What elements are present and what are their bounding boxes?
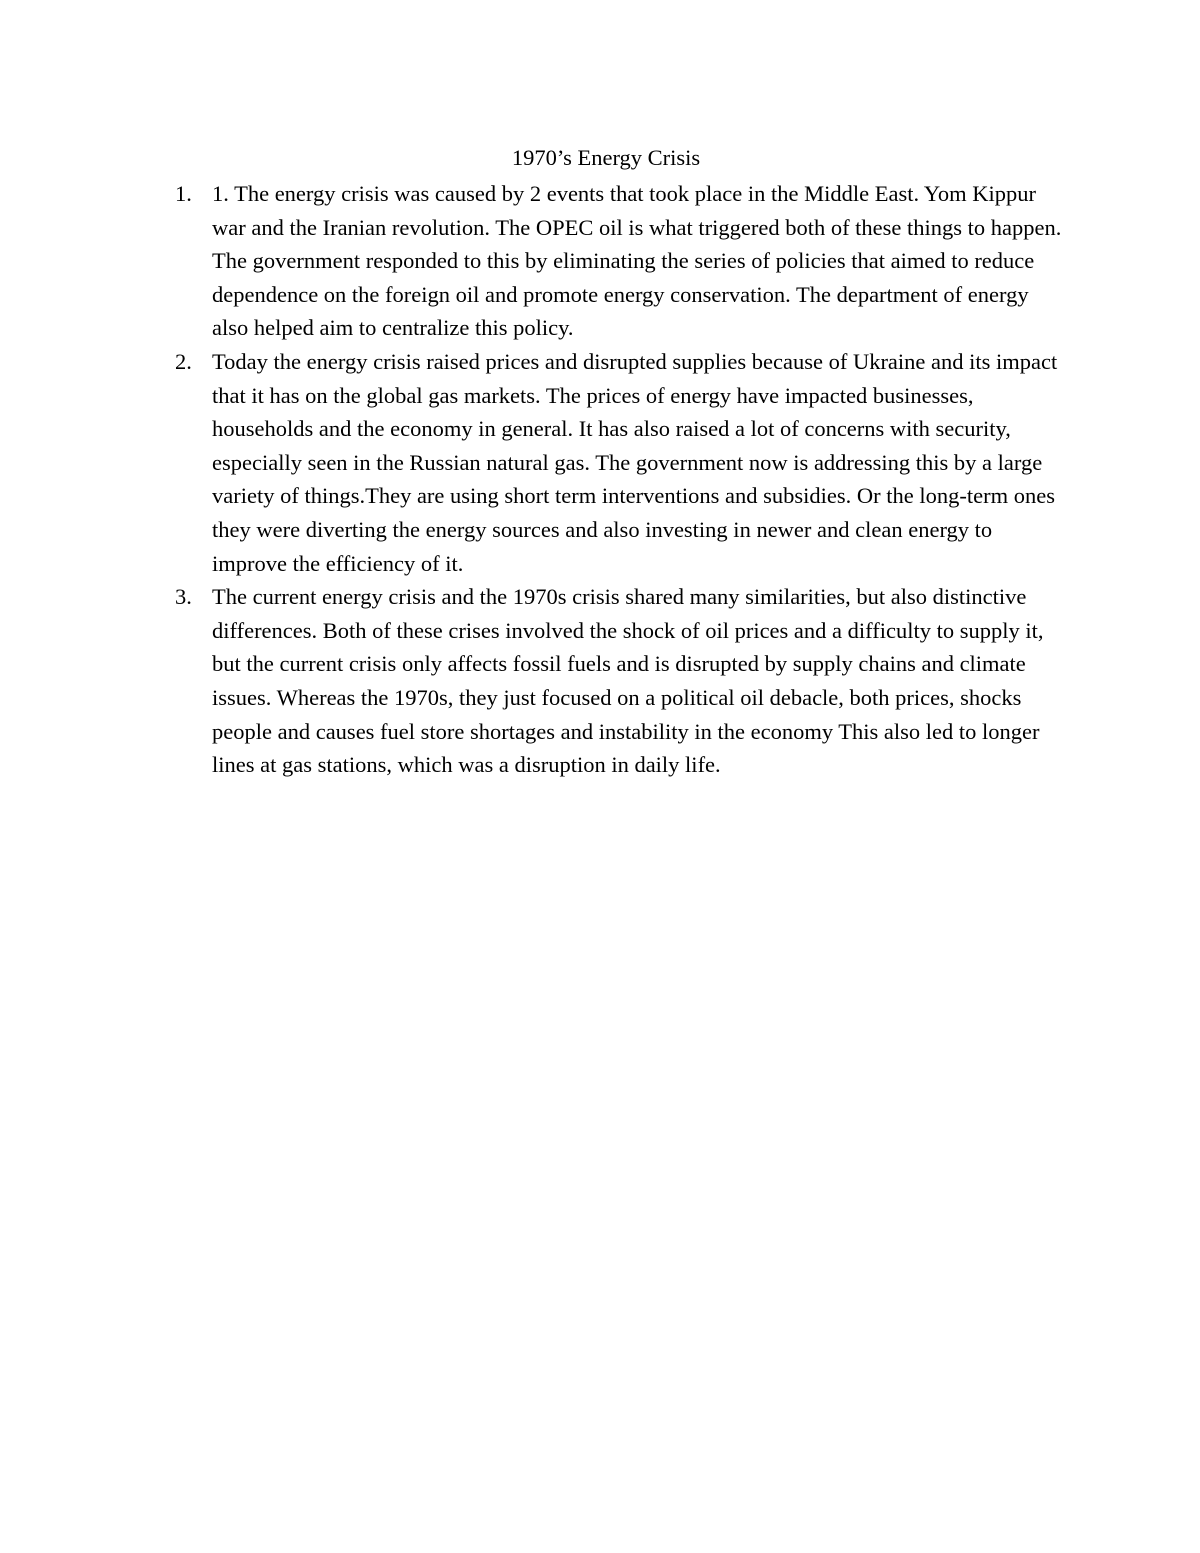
list-item-text: Today the energy crisis raised prices and disrupted supplies because of Ukraine and its impact that it has on the global gas markets. The prices of energy have impacted businesses, households and the economy in general. It has also raised a lot of concerns with security, especially seen in the Russian natural gas. The government now is addressing this by a large variety of things.They are using short term interventions and subsidies. Or the long-term ones they were diverting the energy sources and also investing in newer and clean energy to improve the efficiency of it. (212, 348, 1058, 576)
document-title: 1970’s Energy Crisis (511, 145, 701, 170)
list-item-text: 1. The energy crisis was caused by 2 events that took place in the Middle East. Yom Kippur war and the Iranian revolution. The OPEC oil is what triggered both of these things to happen. The government responded to this by eliminating the series of policies that aimed to reduce dependence on the foreign oil and promote energy conservation. The department of energy also helped aim to centralize this policy. (212, 181, 1062, 341)
list-item-number: 2. (175, 348, 192, 374)
list-item (175, 345, 1062, 580)
list-item (175, 177, 1062, 345)
list-item-number: 1. (175, 181, 192, 206)
list-item (175, 580, 1062, 782)
list-item-text: The current energy crisis and the 1970s crisis shared many similarities, but also distinctive differences. Both of these crises involved the shock of oil prices and a difficulty to supply it, but the current crisis only affects fossil fuels and is disrupted by supply chains and climate issues. Whereas the 1970s, they just focused on a political oil debacle, both prices, shocks people and causes fuel store shortages and instability in the economy This also led to longer lines at gas stations, which was a disruption in daily life. (212, 584, 1044, 778)
numbered-list (175, 177, 1062, 782)
list-item-number: 3. (175, 584, 192, 610)
